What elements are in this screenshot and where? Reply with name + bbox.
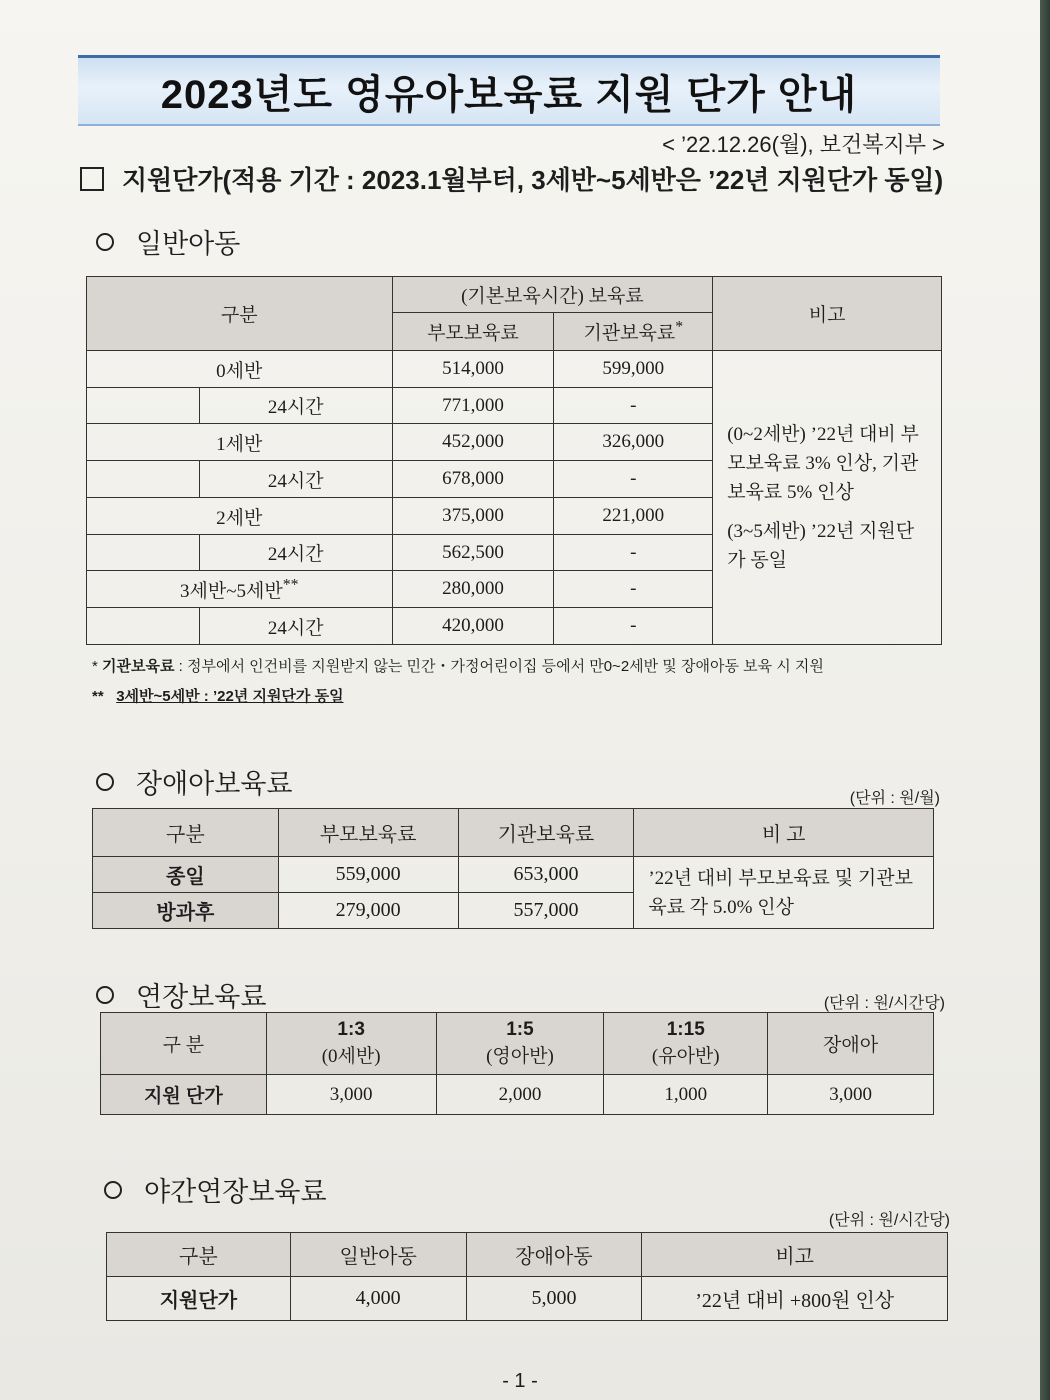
disabled-row-label: 종일 bbox=[93, 857, 279, 893]
night-header-category: 구분 bbox=[107, 1233, 291, 1277]
footnote-2-text: 3세반~5세반 : ’22년 지원단가 동일 bbox=[116, 688, 344, 705]
table-row-label: 24시간 bbox=[199, 608, 392, 645]
ratio-label: 1:15 bbox=[666, 1019, 705, 1040]
cell-parent: 514,000 bbox=[392, 351, 554, 388]
cell-institution: - bbox=[554, 535, 713, 571]
extended-value: 3,000 bbox=[768, 1075, 934, 1115]
extended-header-ratio bbox=[604, 1013, 768, 1075]
checkbox-icon bbox=[80, 167, 104, 191]
table-row-label: 24시간 bbox=[199, 461, 392, 498]
disabled-unit: (단위 : 원/월) bbox=[849, 790, 940, 807]
night-header-general: 일반아동 bbox=[290, 1233, 466, 1277]
footnote-1 bbox=[92, 655, 824, 676]
ratio-label: 1:5 bbox=[506, 1019, 534, 1040]
ratio-class: (0세반) bbox=[321, 1046, 381, 1067]
main-heading-text: 지원단가(적용 기간 : 2023.1월부터, 3세반~5세반은 ’22년 지원단가 동일) bbox=[122, 165, 944, 195]
header-institution-mark: * bbox=[675, 318, 684, 336]
date-line: < ’22.12.26(월), 보건복지부 > bbox=[662, 132, 945, 157]
title-banner bbox=[78, 55, 940, 126]
circle-bullet-icon bbox=[96, 233, 114, 251]
night-table bbox=[106, 1232, 948, 1321]
background-edge bbox=[1040, 0, 1050, 1400]
table-row-label: 0세반 bbox=[87, 351, 393, 388]
disabled-remark: ’22년 대비 부모보육료 및 기관보육료 각 5.0% 인상 bbox=[634, 857, 934, 929]
header-group: (기본보육시간) 보육료 bbox=[392, 277, 713, 313]
night-header-disabled: 장애아동 bbox=[466, 1233, 642, 1277]
night-remark: ’22년 대비 +800원 인상 bbox=[642, 1277, 948, 1321]
extended-header-disabled: 장애아 bbox=[768, 1013, 934, 1075]
table-row-label: 24시간 bbox=[199, 535, 392, 571]
table-row-label: 24시간 bbox=[199, 388, 392, 424]
extended-table bbox=[100, 1012, 934, 1115]
indent-cell bbox=[87, 608, 200, 645]
disabled-header-parent: 부모보육료 bbox=[278, 809, 458, 857]
remark-line-1: (0~2세반) ’22년 대비 부모보육료 3% 인상, 기관보육료 5% 인상 bbox=[727, 424, 919, 503]
circle-bullet-icon bbox=[96, 773, 114, 791]
cell-parent: 559,000 bbox=[278, 857, 458, 893]
general-table bbox=[86, 276, 942, 645]
table-row-label bbox=[87, 571, 393, 608]
cell-parent: 375,000 bbox=[392, 498, 554, 535]
cell-parent: 280,000 bbox=[392, 571, 554, 608]
night-header-note: 비고 bbox=[642, 1233, 948, 1277]
ratio-label: 1:3 bbox=[337, 1019, 365, 1040]
extended-header-ratio bbox=[436, 1013, 604, 1075]
section-extended-heading bbox=[96, 975, 266, 1014]
header-note: 비고 bbox=[713, 277, 942, 351]
row-label-mark: ** bbox=[282, 576, 299, 594]
cell-institution: 599,000 bbox=[554, 351, 713, 388]
footnote-2-mark: ** bbox=[92, 688, 104, 705]
cell-institution: - bbox=[554, 571, 713, 608]
remark-line-2: (3~5세반) ’22년 지원단가 동일 bbox=[727, 521, 915, 571]
main-heading bbox=[80, 160, 943, 197]
ratio-class: (영아반) bbox=[486, 1046, 554, 1067]
extended-header-category: 구 분 bbox=[101, 1013, 267, 1075]
extended-header-ratio bbox=[266, 1013, 436, 1075]
disabled-header-category: 구분 bbox=[93, 809, 279, 857]
section-general-title: 일반아동 bbox=[136, 229, 241, 259]
cell-parent: 420,000 bbox=[392, 608, 554, 645]
cell-institution: 557,000 bbox=[458, 893, 634, 929]
page-number: - 1 - bbox=[502, 1370, 538, 1392]
section-general-heading bbox=[96, 222, 240, 261]
section-night-title: 야간연장보육료 bbox=[144, 1177, 327, 1207]
ratio-class: (유아반) bbox=[651, 1046, 720, 1067]
general-remark bbox=[713, 351, 942, 645]
extended-value: 2,000 bbox=[436, 1075, 604, 1115]
footnote-1-text: : 정부에서 인건비를 지원받지 않는 민간・가정어린이집 등에서 만0~2세반 및 장애아동 보육 시 지원 bbox=[174, 658, 824, 675]
cell-institution: 326,000 bbox=[554, 424, 713, 461]
cell-parent: 452,000 bbox=[392, 424, 554, 461]
cell-parent: 678,000 bbox=[392, 461, 554, 498]
header-institution bbox=[554, 313, 713, 351]
disabled-header-institution: 기관보육료 bbox=[458, 809, 634, 857]
circle-bullet-icon bbox=[104, 1181, 122, 1199]
disabled-header-note: 비 고 bbox=[634, 809, 934, 857]
extended-value: 3,000 bbox=[266, 1075, 436, 1115]
cell-parent: 562,500 bbox=[392, 535, 554, 571]
cell-institution: 653,000 bbox=[458, 857, 634, 893]
footnote-1-mark: * bbox=[92, 658, 98, 675]
indent-cell bbox=[87, 388, 200, 424]
cell-parent: 771,000 bbox=[392, 388, 554, 424]
header-category: 구분 bbox=[87, 277, 393, 351]
disabled-table bbox=[92, 808, 934, 929]
extended-unit: (단위 : 원/시간당) bbox=[823, 995, 945, 1012]
extended-value: 1,000 bbox=[604, 1075, 768, 1115]
night-row-label: 지원단가 bbox=[107, 1277, 291, 1321]
night-value: 4,000 bbox=[290, 1277, 466, 1321]
section-extended-title: 연장보육료 bbox=[136, 982, 267, 1012]
table-row-label: 1세반 bbox=[87, 424, 393, 461]
table-row-label: 2세반 bbox=[87, 498, 393, 535]
footnote-2 bbox=[92, 685, 344, 706]
circle-bullet-icon bbox=[96, 986, 114, 1004]
indent-cell bbox=[87, 535, 200, 571]
section-disabled-heading bbox=[96, 762, 293, 801]
extended-row-label: 지원 단가 bbox=[101, 1075, 267, 1115]
disabled-row-label: 방과후 bbox=[93, 893, 279, 929]
cell-parent: 279,000 bbox=[278, 893, 458, 929]
night-value: 5,000 bbox=[466, 1277, 642, 1321]
header-parent: 부모보육료 bbox=[392, 313, 554, 351]
header-institution-label: 기관보육료 bbox=[583, 323, 676, 344]
row-label-text: 3세반~5세반 bbox=[180, 580, 283, 602]
cell-institution: 221,000 bbox=[554, 498, 713, 535]
section-disabled-title: 장애아보육료 bbox=[136, 769, 293, 799]
footnote-1-term: 기관보육료 bbox=[102, 658, 175, 675]
cell-institution: - bbox=[554, 461, 713, 498]
document-title: 2023년도 영유아보육료 지원 단가 안내 bbox=[160, 72, 858, 117]
night-unit: (단위 : 원/시간당) bbox=[828, 1212, 950, 1229]
cell-institution: - bbox=[554, 388, 713, 424]
section-night-heading bbox=[104, 1170, 327, 1209]
cell-institution: - bbox=[554, 608, 713, 645]
indent-cell bbox=[87, 461, 200, 498]
